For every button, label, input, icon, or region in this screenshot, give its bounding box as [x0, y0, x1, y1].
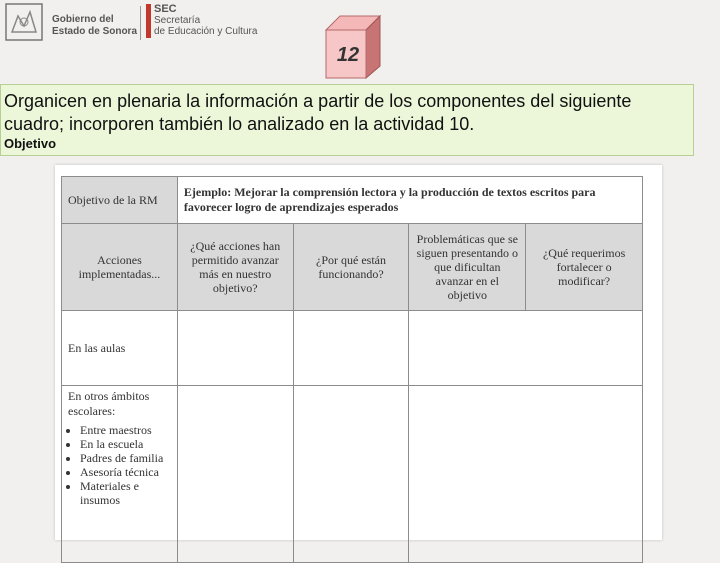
ambitos-list [68, 423, 171, 507]
header-funcionando: ¿Por qué están funcionando? [293, 224, 409, 311]
instructions-text: Organicen en plenaria la información a partir de los componentes del siguiente cuadro; incorporen también lo analizado en la actividad 10. [4, 91, 632, 134]
list-item: • Padres de familia [80, 451, 171, 465]
sec-logo-text: SEC Secretaría de Educación y Cultura [154, 3, 258, 37]
header-problematicas: Problemáticas que se siguen presentando o que dificultan avanzar en el objetivo [409, 224, 526, 311]
table-cell [409, 386, 643, 563]
list-item: • Entre maestros [80, 423, 171, 437]
gobierno-logo-text: Gobierno del Estado de Sonora [52, 14, 138, 37]
row-aulas-label: En las aulas [62, 311, 178, 386]
header-acciones: Acciones implementadas... [62, 224, 178, 311]
list-item: • En la escuela [80, 437, 171, 451]
objetivo-rm-label: Objetivo de la RM [62, 177, 178, 224]
table-cell [177, 311, 293, 386]
table-row [62, 386, 643, 563]
table-cell [177, 386, 293, 563]
rm-table [61, 176, 643, 563]
sonora-seal-icon [4, 2, 44, 42]
table-cell [409, 311, 643, 386]
table-cell [293, 386, 409, 563]
header-avanzar: ¿Qué acciones han permitido avanzar más en nuestro objetivo? [177, 224, 293, 311]
list-item: • Asesoría técnica [80, 465, 171, 479]
ejemplo-cell: Ejemplo: Mejorar la comprensión lectora y la producción de textos escritos para favorecer logro de aprendizajes esperados [177, 177, 642, 224]
row-otros-label [62, 386, 178, 563]
sec-logo-mark [146, 4, 151, 38]
table-header-row [62, 224, 643, 311]
row-otros-title: En otros ámbitos escolares: [68, 389, 150, 418]
header-divider [140, 6, 141, 40]
list-item: • Materiales e insumos [80, 479, 171, 507]
table-row [62, 177, 643, 224]
slide-number: 12 [336, 44, 360, 66]
table-cell [293, 311, 409, 386]
objective-label: Objetivo [4, 136, 57, 151]
header-fortalecer: ¿Qué requerimos fortalecer o modificar? [526, 224, 643, 311]
document-image [55, 165, 662, 540]
table-row [62, 311, 643, 386]
